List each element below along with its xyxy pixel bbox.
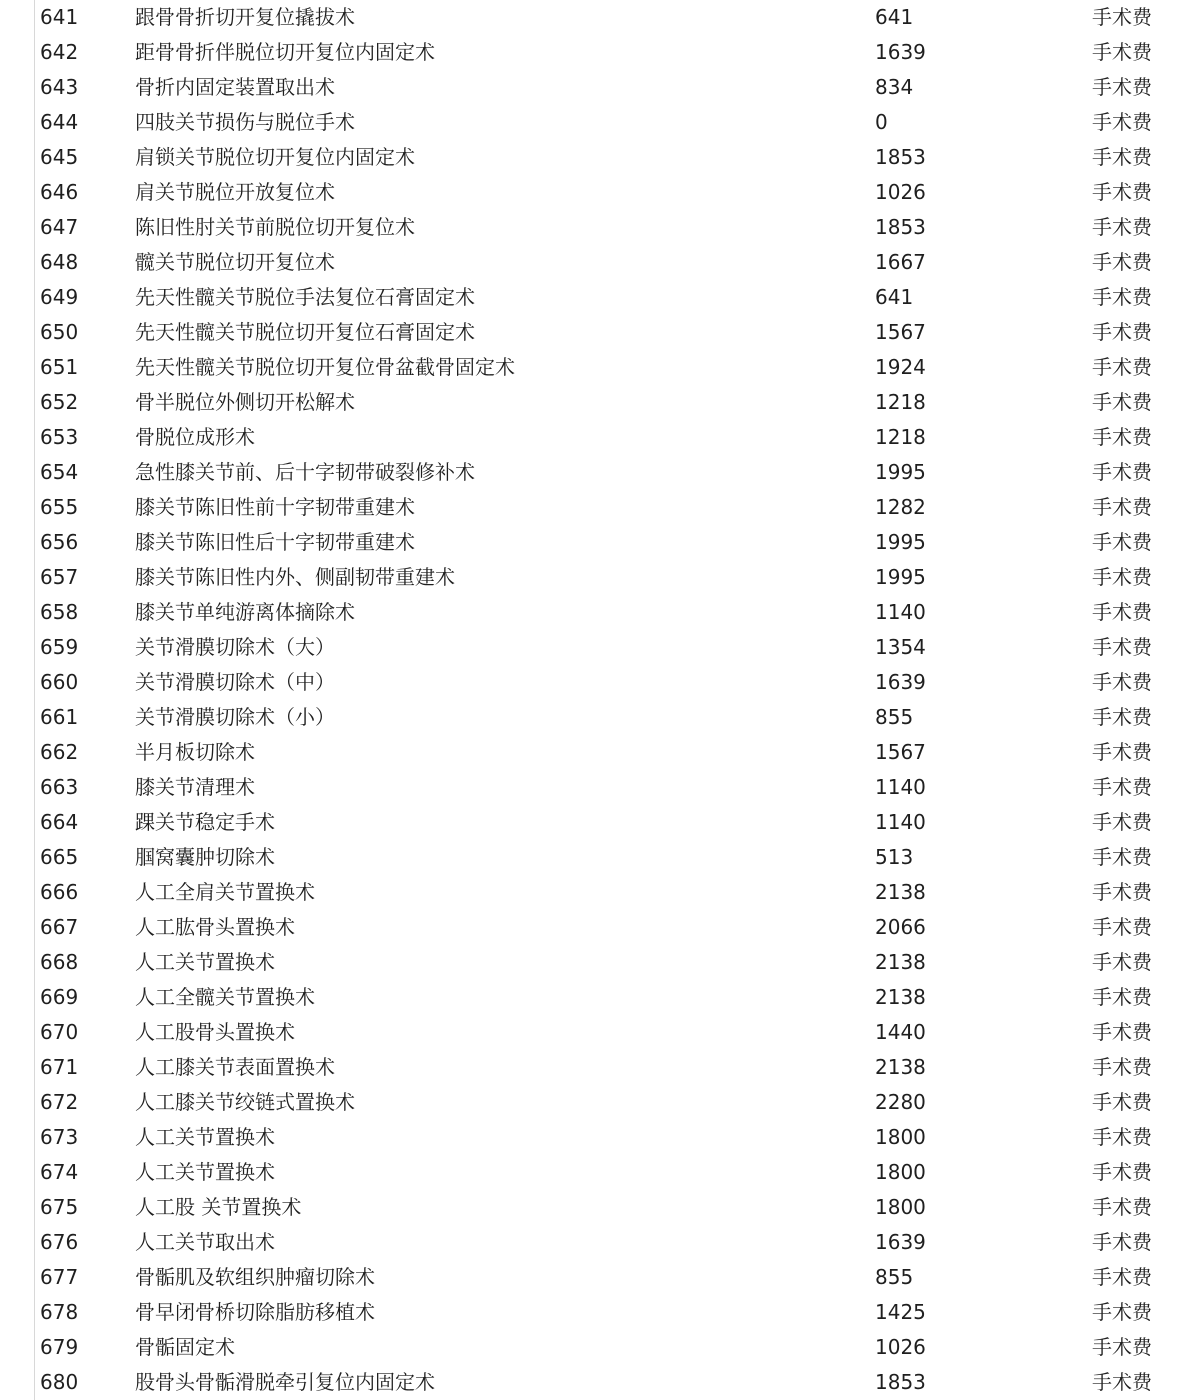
table-row: [0, 350, 1202, 385]
table-row: [0, 770, 1202, 805]
procedure-name: 骨早闭骨桥切除脂肪移植术: [135, 1300, 375, 1324]
procedure-price: 1026: [875, 180, 926, 204]
fee-category: 手术费: [1092, 1090, 1152, 1114]
table-row: [0, 1190, 1202, 1225]
fee-category: 手术费: [1092, 810, 1152, 834]
fee-category: 手术费: [1092, 880, 1152, 904]
procedure-name: 膝关节陈旧性后十字韧带重建术: [135, 530, 415, 554]
row-id: 649: [40, 285, 79, 309]
procedure-price: 1440: [875, 1020, 926, 1044]
row-id: 673: [40, 1125, 79, 1149]
table-row: [0, 1155, 1202, 1190]
procedure-price: 855: [875, 1265, 914, 1289]
table-row: [0, 945, 1202, 980]
row-id: 664: [40, 810, 79, 834]
procedure-name: 先天性髋关节脱位切开复位骨盆截骨固定术: [135, 355, 515, 379]
fee-category: 手术费: [1092, 1265, 1152, 1289]
row-id: 646: [40, 180, 79, 204]
row-id: 662: [40, 740, 79, 764]
procedure-name: 人工关节置换术: [135, 1160, 275, 1184]
row-id: 650: [40, 320, 79, 344]
row-id: 659: [40, 635, 79, 659]
procedure-price: 641: [875, 285, 914, 309]
table-row: [0, 735, 1202, 770]
procedure-name: 肩锁关节脱位切开复位内固定术: [135, 145, 415, 169]
procedure-price: 1667: [875, 250, 926, 274]
fee-category: 手术费: [1092, 285, 1152, 309]
procedure-name: 人工股骨头置换术: [135, 1020, 295, 1044]
procedure-price: 1995: [875, 460, 926, 484]
row-id: 644: [40, 110, 79, 134]
table-row: [0, 315, 1202, 350]
procedure-name: 急性膝关节前、后十字韧带破裂修补术: [135, 460, 475, 484]
procedure-name: 膝关节单纯游离体摘除术: [135, 600, 355, 624]
row-id: 645: [40, 145, 79, 169]
fee-category: 手术费: [1092, 75, 1152, 99]
procedure-price: 513: [875, 845, 914, 869]
procedure-name: 关节滑膜切除术（小）: [135, 705, 335, 729]
row-id: 655: [40, 495, 79, 519]
fee-category: 手术费: [1092, 145, 1152, 169]
table-row: [0, 840, 1202, 875]
row-id: 667: [40, 915, 79, 939]
fee-category: 手术费: [1092, 950, 1152, 974]
row-id: 652: [40, 390, 79, 414]
table-row: [0, 1225, 1202, 1260]
procedure-price: 1218: [875, 390, 926, 414]
fee-category: 手术费: [1092, 425, 1152, 449]
fee-category: 手术费: [1092, 180, 1152, 204]
procedure-name: 距骨骨折伴脱位切开复位内固定术: [135, 40, 435, 64]
procedure-price: 1995: [875, 565, 926, 589]
procedure-name: 骨骺固定术: [135, 1335, 235, 1359]
procedure-name: 肩关节脱位开放复位术: [135, 180, 335, 204]
procedure-price: 834: [875, 75, 914, 99]
procedure-name: 腘窝囊肿切除术: [135, 845, 275, 869]
procedure-name: 骨骺肌及软组织肿瘤切除术: [135, 1265, 375, 1289]
procedure-price: 1924: [875, 355, 926, 379]
table-row: [0, 1015, 1202, 1050]
row-id: 671: [40, 1055, 79, 1079]
row-id: 654: [40, 460, 79, 484]
procedure-price: 2138: [875, 1055, 926, 1079]
procedure-price: 1853: [875, 215, 926, 239]
table-row: [0, 1295, 1202, 1330]
procedure-name: 人工膝关节表面置换术: [135, 1055, 335, 1079]
table-row: [0, 490, 1202, 525]
procedure-name: 人工关节取出术: [135, 1230, 275, 1254]
row-id: 641: [40, 5, 79, 29]
table-row: [0, 1260, 1202, 1295]
row-id: 663: [40, 775, 79, 799]
row-id: 647: [40, 215, 79, 239]
table-row: [0, 805, 1202, 840]
table-row: [0, 1120, 1202, 1155]
procedure-name: 膝关节清理术: [135, 775, 255, 799]
procedure-name: 跟骨骨折切开复位撬拔术: [135, 5, 355, 29]
procedure-name: 膝关节陈旧性前十字韧带重建术: [135, 495, 415, 519]
row-id: 666: [40, 880, 79, 904]
table-row: [0, 875, 1202, 910]
procedure-price: 1140: [875, 775, 926, 799]
procedure-name: 人工关节置换术: [135, 950, 275, 974]
procedure-price: 1800: [875, 1195, 926, 1219]
row-id: 676: [40, 1230, 79, 1254]
procedure-name: 人工股 关节置换术: [135, 1195, 302, 1219]
table-row: [0, 210, 1202, 245]
fee-category: 手术费: [1092, 5, 1152, 29]
row-id: 674: [40, 1160, 79, 1184]
fee-category: 手术费: [1092, 705, 1152, 729]
procedure-price: 2138: [875, 880, 926, 904]
table-row: [0, 70, 1202, 105]
fee-category: 手术费: [1092, 1055, 1152, 1079]
fee-category: 手术费: [1092, 740, 1152, 764]
table-row: [0, 0, 1202, 35]
fee-category: 手术费: [1092, 635, 1152, 659]
fee-category: 手术费: [1092, 985, 1152, 1009]
procedure-name: 骨半脱位外侧切开松解术: [135, 390, 355, 414]
fee-category: 手术费: [1092, 1195, 1152, 1219]
procedure-price: 1567: [875, 320, 926, 344]
procedure-price: 1639: [875, 670, 926, 694]
fee-category: 手术费: [1092, 495, 1152, 519]
table-row: [0, 1365, 1202, 1400]
table-row: [0, 525, 1202, 560]
procedure-name: 关节滑膜切除术（大）: [135, 635, 335, 659]
table-row: [0, 665, 1202, 700]
fee-category: 手术费: [1092, 1125, 1152, 1149]
procedure-price: 2280: [875, 1090, 926, 1114]
table-row: [0, 280, 1202, 315]
table-row: [0, 1330, 1202, 1365]
procedure-name: 人工肱骨头置换术: [135, 915, 295, 939]
row-id: 661: [40, 705, 79, 729]
row-id: 656: [40, 530, 79, 554]
fee-category: 手术费: [1092, 1335, 1152, 1359]
procedure-price: 1425: [875, 1300, 926, 1324]
fee-category: 手术费: [1092, 1300, 1152, 1324]
procedure-name: 人工关节置换术: [135, 1125, 275, 1149]
procedure-name: 人工膝关节绞链式置换术: [135, 1090, 355, 1114]
row-id: 665: [40, 845, 79, 869]
table-row: [0, 560, 1202, 595]
fee-category: 手术费: [1092, 845, 1152, 869]
fee-category: 手术费: [1092, 775, 1152, 799]
fee-category: 手术费: [1092, 915, 1152, 939]
procedure-name: 先天性髋关节脱位切开复位石膏固定术: [135, 320, 475, 344]
row-id: 669: [40, 985, 79, 1009]
fee-category: 手术费: [1092, 1370, 1152, 1394]
row-id: 678: [40, 1300, 79, 1324]
table-row: [0, 910, 1202, 945]
procedure-price: 1218: [875, 425, 926, 449]
row-id: 672: [40, 1090, 79, 1114]
procedure-name: 关节滑膜切除术（中）: [135, 670, 335, 694]
procedure-price: 1026: [875, 1335, 926, 1359]
procedure-price: 1800: [875, 1125, 926, 1149]
fee-category: 手术费: [1092, 40, 1152, 64]
procedure-price: 1853: [875, 1370, 926, 1394]
row-id: 648: [40, 250, 79, 274]
fee-category: 手术费: [1092, 320, 1152, 344]
procedure-price: 2138: [875, 950, 926, 974]
row-id: 668: [40, 950, 79, 974]
fee-category: 手术费: [1092, 1020, 1152, 1044]
procedure-name: 四肢关节损伤与脱位手术: [135, 110, 355, 134]
table-row: [0, 630, 1202, 665]
procedure-price: 2138: [875, 985, 926, 1009]
table-row: [0, 980, 1202, 1015]
procedure-name: 人工全肩关节置换术: [135, 880, 315, 904]
procedure-price: 1995: [875, 530, 926, 554]
procedure-name: 先天性髋关节脱位手法复位石膏固定术: [135, 285, 475, 309]
procedure-price: 1853: [875, 145, 926, 169]
row-id: 675: [40, 1195, 79, 1219]
procedure-price: 1140: [875, 810, 926, 834]
procedure-name: 陈旧性肘关节前脱位切开复位术: [135, 215, 415, 239]
table-row: [0, 140, 1202, 175]
row-id: 653: [40, 425, 79, 449]
table-row: [0, 245, 1202, 280]
procedure-price: 1639: [875, 40, 926, 64]
procedure-price: 1282: [875, 495, 926, 519]
row-id: 677: [40, 1265, 79, 1289]
table-row: [0, 595, 1202, 630]
procedure-name: 股骨头骨骺滑脱牵引复位内固定术: [135, 1370, 435, 1394]
table-row: [0, 35, 1202, 70]
fee-category: 手术费: [1092, 1230, 1152, 1254]
fee-category: 手术费: [1092, 110, 1152, 134]
fee-category: 手术费: [1092, 460, 1152, 484]
procedure-price: 1354: [875, 635, 926, 659]
table-row: [0, 1085, 1202, 1120]
row-id: 651: [40, 355, 79, 379]
procedure-price: 1140: [875, 600, 926, 624]
table-row: [0, 700, 1202, 735]
fee-category: 手术费: [1092, 530, 1152, 554]
procedure-price: 855: [875, 705, 914, 729]
procedure-price: 1800: [875, 1160, 926, 1184]
procedure-price: 1567: [875, 740, 926, 764]
fee-category: 手术费: [1092, 355, 1152, 379]
procedure-name: 半月板切除术: [135, 740, 255, 764]
fee-category: 手术费: [1092, 600, 1152, 624]
table-row: [0, 420, 1202, 455]
fee-category: 手术费: [1092, 250, 1152, 274]
procedure-name: 踝关节稳定手术: [135, 810, 275, 834]
fee-category: 手术费: [1092, 390, 1152, 414]
table-row: [0, 385, 1202, 420]
procedure-price: 1639: [875, 1230, 926, 1254]
procedure-name: 骨脱位成形术: [135, 425, 255, 449]
table-row: [0, 105, 1202, 140]
procedure-name: 骨折内固定装置取出术: [135, 75, 335, 99]
row-id: 657: [40, 565, 79, 589]
row-id: 679: [40, 1335, 79, 1359]
row-id: 660: [40, 670, 79, 694]
row-id: 658: [40, 600, 79, 624]
row-id: 680: [40, 1370, 79, 1394]
fee-category: 手术费: [1092, 670, 1152, 694]
procedure-name: 髋关节脱位切开复位术: [135, 250, 335, 274]
procedure-name: 人工全髋关节置换术: [135, 985, 315, 1009]
procedure-name: 膝关节陈旧性内外、侧副韧带重建术: [135, 565, 455, 589]
fee-category: 手术费: [1092, 215, 1152, 239]
table-row: [0, 455, 1202, 490]
procedure-price: 2066: [875, 915, 926, 939]
row-id: 643: [40, 75, 79, 99]
fee-category: 手术费: [1092, 1160, 1152, 1184]
fee-category: 手术费: [1092, 565, 1152, 589]
row-id: 670: [40, 1020, 79, 1044]
row-id: 642: [40, 40, 79, 64]
procedure-price: 641: [875, 5, 914, 29]
procedure-price: 0: [875, 110, 888, 134]
table-row: [0, 1050, 1202, 1085]
table-row: [0, 175, 1202, 210]
